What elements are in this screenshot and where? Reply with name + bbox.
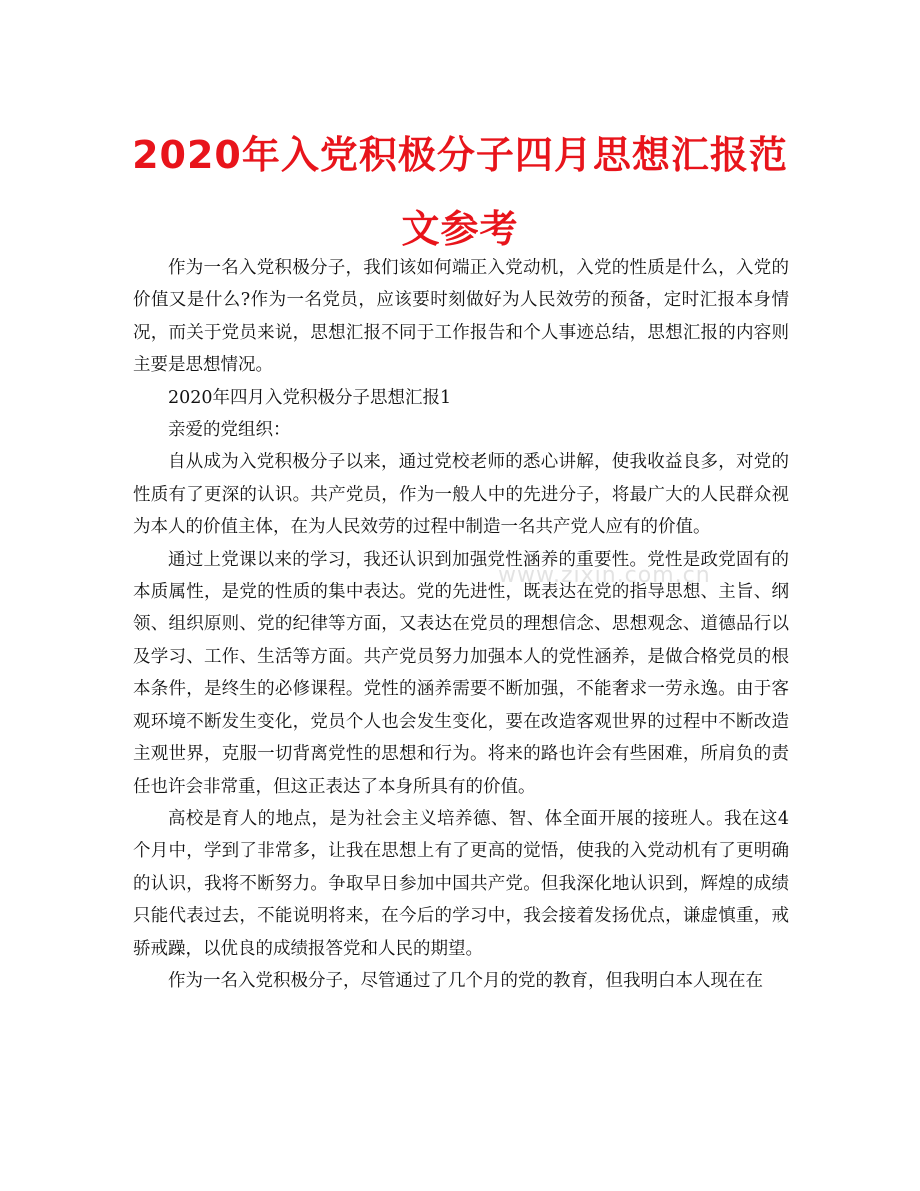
watermark-text: www.zixin.com.cn — [498, 563, 711, 588]
paragraph-intro: 作为一名入党积极分子，我们该如何端正入党动机，入党的性质是什么，入党的价值又是什么?作为一名党员，应该要时刻做好为人民效劳的预备，定时汇报本身情况，而关于党员来说，思想汇报不同于工作报告和个人事迹总结，思想汇报的内容则主要是思想情况。 — [133, 258, 789, 376]
paragraph-section-heading: 2020年四月入党积极分子思想汇报1 — [168, 387, 452, 408]
document-title: 2020年入党积极分子四月思想汇报范文参考 — [132, 133, 788, 251]
paragraph-body-3: 高校是育人的地点，是为社会主义培养德、智、体全面开展的接班人。我在这4个月中，学到了非常多，让我在思想上有了更高的觉悟，使我的入党动机有了更明确的认识，我将不断努力。争取早日参加中国共产党。但我深化地认识到，辉煌的成绩只能代表过去，不能说明将来，在今后的学习中，我会接着发扬优点，谦虚慎重，戒骄戒躁，以优良的成绩报答党和人民的期望。 — [133, 808, 789, 959]
document-body — [133, 252, 789, 997]
paragraph-body-2: 通过上党课以来的学习，我还认识到加强党性涵养的重要性。党性是政党固有的本质属性，是党的性质的集中表达。党的先进性，既表达在党的指导思想、主旨、纲领、组织原则、党的纪律等方面，又表达在党员的理想信念、思想观念、道德品行以及学习、工作、生活等方面。共产党员努力加强本人的党性涵养，是做合格党员的根本条件，是终生的必修课程。党性的涵养需要不断加强，不能奢求一劳永逸。由于客观环境不断发生变化，党员个人也会发生变化，要在改造客观世界的过程中不断改造主观世界，克服一切背离党性的思想和行为。将来的路也许会有些困难，所肩负的责任也许会非常重，但这正表达了本身所具有的价值。 — [133, 549, 789, 797]
paragraph-salutation: 亲爱的党组织： — [168, 420, 291, 441]
paragraph-body-1: 自从成为入党积极分子以来，通过党校老师的悉心讲解，使我收益良多，对党的性质有了更深的认识。共产党员，作为一般人中的先进分子，将最广大的人民群众视为本人的价值主体，在为人民效劳的过程中制造一名共产党人应有的价值。 — [133, 452, 789, 538]
paragraph-body-4: 作为一名入党积极分子，尽管通过了几个月的党的教育，但我明白本人现在在 — [168, 970, 763, 991]
